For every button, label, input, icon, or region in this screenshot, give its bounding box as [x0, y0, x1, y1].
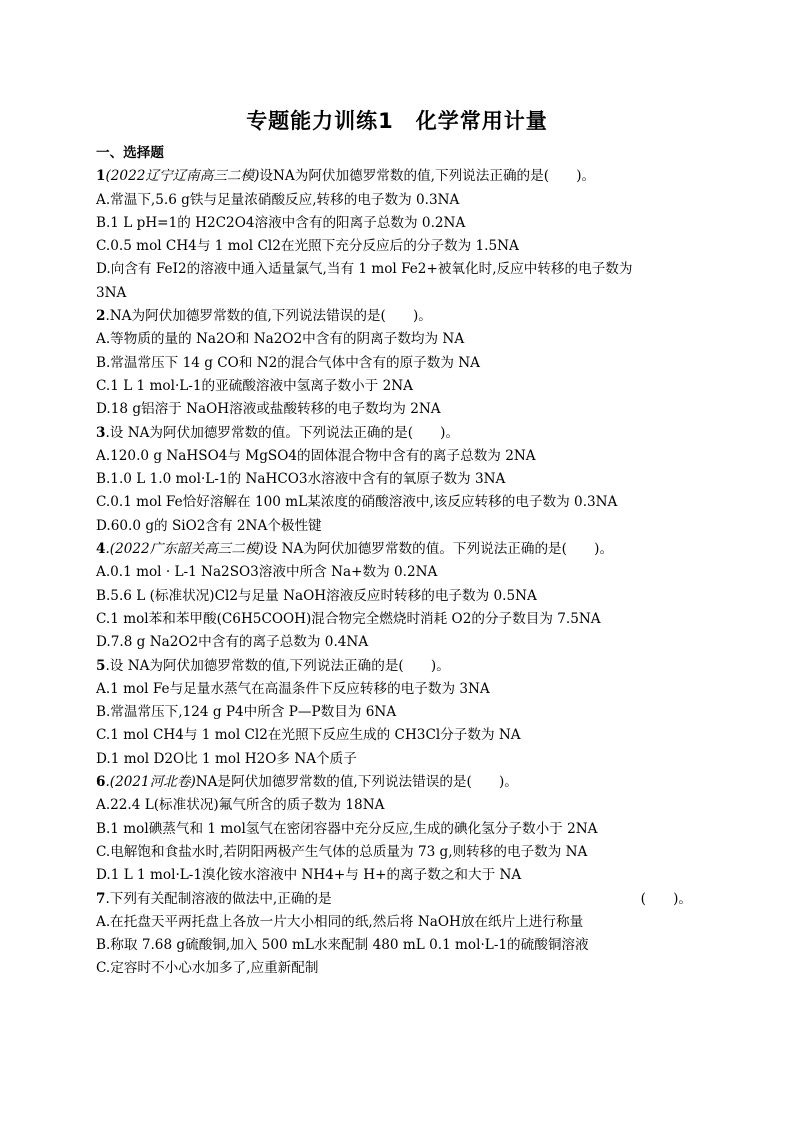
question-line	[96, 957, 706, 980]
question-stem	[96, 305, 706, 328]
question-stem	[96, 771, 706, 794]
question-source: .(2022广东韶关高三二模)	[105, 541, 264, 558]
question-line	[96, 468, 706, 491]
line-text: D.18 g铝溶于 NaOH溶液或盐酸转移的电子数均为 2NA	[96, 401, 441, 418]
question-line	[96, 701, 706, 724]
line-text: A.1 mol Fe与足量水蒸气在高温条件下反应转移的电子数为 3NA	[96, 680, 490, 697]
question-line	[96, 491, 706, 514]
question-line	[96, 934, 706, 957]
question-number: 7	[96, 890, 106, 907]
question-stem	[96, 165, 706, 188]
line-text: B.1 mol碘蒸气和 1 mol氢气在密闭容器中充分反应,生成的碘化氢分子数小于 2NA	[96, 820, 598, 837]
line-text: B.称取 7.68 g硫酸铜,加入 500 mL水来配制 480 mL 0.1 mol·L-1的硫酸铜溶液	[96, 937, 589, 954]
line-text: A.0.1 mol · L-1 Na2SO3溶液中所含 Na+数为 0.2NA	[96, 564, 438, 581]
question-line	[96, 561, 706, 584]
question-line	[96, 212, 706, 235]
question-number: 2	[96, 308, 106, 325]
question-line	[96, 375, 706, 398]
line-text: C.定容时不小心水加多了,应重新配制	[96, 960, 319, 977]
line-text: D.向含有 FeI2的溶液中通入适量氯气,当有 1 mol Fe2+被氧化时,反应中转移的电子数为	[96, 261, 633, 278]
line-text: 3NA	[96, 284, 127, 301]
line-text: A.120.0 g NaHSO4与 MgSO4的固体混合物中含有的离子总数为 2NA	[96, 447, 536, 464]
line-text: A.22.4 L(标准状况)氟气所含的质子数为 18NA	[96, 797, 385, 814]
line-text: D.1 L 1 mol·L-1溴化铵水溶液中 NH4+与 H+的离子数之和大于 NA	[96, 867, 522, 884]
question-line	[96, 352, 706, 375]
question-number: 6	[96, 774, 106, 791]
answer-bracket: ( )。	[640, 890, 692, 907]
question-number: 4	[96, 541, 106, 558]
section-heading: 一、选择题	[96, 145, 164, 161]
question-line	[96, 235, 706, 258]
question-line	[96, 631, 706, 654]
line-text: B.常温常压下,124 g P4中所含 P—P数目为 6NA	[96, 704, 397, 721]
line-text: D.60.0 g的 SiO2含有 2NA个极性键	[96, 517, 322, 534]
question-line	[96, 189, 706, 212]
question-line	[96, 585, 706, 608]
question-source: (2022辽宁辽南高三二模)	[105, 168, 260, 185]
line-text: C.电解饱和食盐水时,若阴阳两极产生气体的总质量为 73 g,则转移的电子数为 NA	[96, 843, 588, 860]
line-text: B.1 L pH=1的 H2C2O4溶液中含有的阳离子总数为 0.2NA	[96, 214, 466, 231]
question-line	[96, 398, 706, 421]
question-line	[96, 445, 706, 468]
question-line	[96, 678, 706, 701]
line-text: D.7.8 g Na2O2中含有的离子总数为 0.4NA	[96, 634, 369, 651]
question-number: 5	[96, 657, 106, 674]
question-list	[96, 142, 706, 981]
question-line	[96, 864, 706, 887]
question-line	[96, 841, 706, 864]
line-text: B.5.6 L (标准状况)Cl2与足量 NaOH溶液反应时转移的电子数为 0.5NA	[96, 587, 537, 604]
line-text: .NA为阿伏加德罗常数的值,下列说法错误的是( )。	[105, 308, 432, 325]
question-number: 1	[96, 168, 106, 185]
question-line	[96, 818, 706, 841]
line-text: A.等物质的量的 Na2O和 Na2O2中含有的阴离子数均为 NA	[96, 331, 465, 348]
question-line	[96, 794, 706, 817]
page-title: 专题能力训练1 化学常用计量	[246, 109, 548, 133]
question-line	[96, 911, 706, 934]
line-text: .设 NA为阿伏加德罗常数的值。下列说法正确的是( )。	[105, 424, 460, 441]
question-line	[96, 258, 706, 281]
question-number: 3	[96, 424, 106, 441]
line-text: D.1 mol D2O比 1 mol H2O多 NA个质子	[96, 750, 357, 767]
question-line	[96, 748, 706, 771]
question-line	[96, 724, 706, 747]
question-stem	[96, 538, 706, 561]
line-text: C.0.1 mol Fe恰好溶解在 100 mL某浓度的硝酸溶液中,该反应转移的电子数为 0.3NA	[96, 494, 618, 511]
question-line	[96, 282, 706, 305]
line-text: .设 NA为阿伏加德罗常数的值,下列说法正确的是( )。	[105, 657, 450, 674]
line-text: C.1 mol苯和苯甲酸(C6H5COOH)混合物完全燃烧时消耗 O2的分子数目为 7.5NA	[96, 610, 601, 627]
question-line	[96, 515, 706, 538]
line-text: C.1 mol CH4与 1 mol Cl2在光照下反应生成的 CH3Cl分子数为 NA	[96, 727, 521, 744]
line-text: A.在托盘天平两托盘上各放一片大小相同的纸,然后将 NaOH放在纸片上进行称量	[96, 913, 584, 930]
question-stem	[96, 422, 706, 445]
line-text: 设 NA为阿伏加德罗常数的值。下列说法正确的是( )。	[263, 541, 614, 558]
line-text: C.1 L 1 mol·L-1的亚硫酸溶液中氢离子数小于 2NA	[96, 377, 413, 394]
line-text: .下列有关配制溶液的做法中,正确的是	[105, 890, 332, 907]
line-text: NA是阿伏加德罗常数的值,下列说法错误的是( )。	[195, 774, 518, 791]
question-source: .(2021河北卷)	[105, 774, 196, 791]
line-text: C.0.5 mol CH4与 1 mol Cl2在光照下充分反应后的分子数为 1.5NA	[96, 238, 519, 255]
line-text: 设NA为阿伏加德罗常数的值,下列说法正确的是( )。	[259, 168, 596, 185]
question-stem	[96, 655, 706, 678]
line-text: A.常温下,5.6 g铁与足量浓硝酸反应,转移的电子数为 0.3NA	[96, 191, 460, 208]
line-text: B.1.0 L 1.0 mol·L-1的 NaHCO3水溶液中含有的氧原子数为 3NA	[96, 471, 506, 488]
question-line	[96, 328, 706, 351]
question-line	[96, 608, 706, 631]
line-text: B.常温常压下 14 g CO和 N2的混合气体中含有的原子数为 NA	[96, 354, 480, 371]
question-stem	[96, 888, 706, 911]
